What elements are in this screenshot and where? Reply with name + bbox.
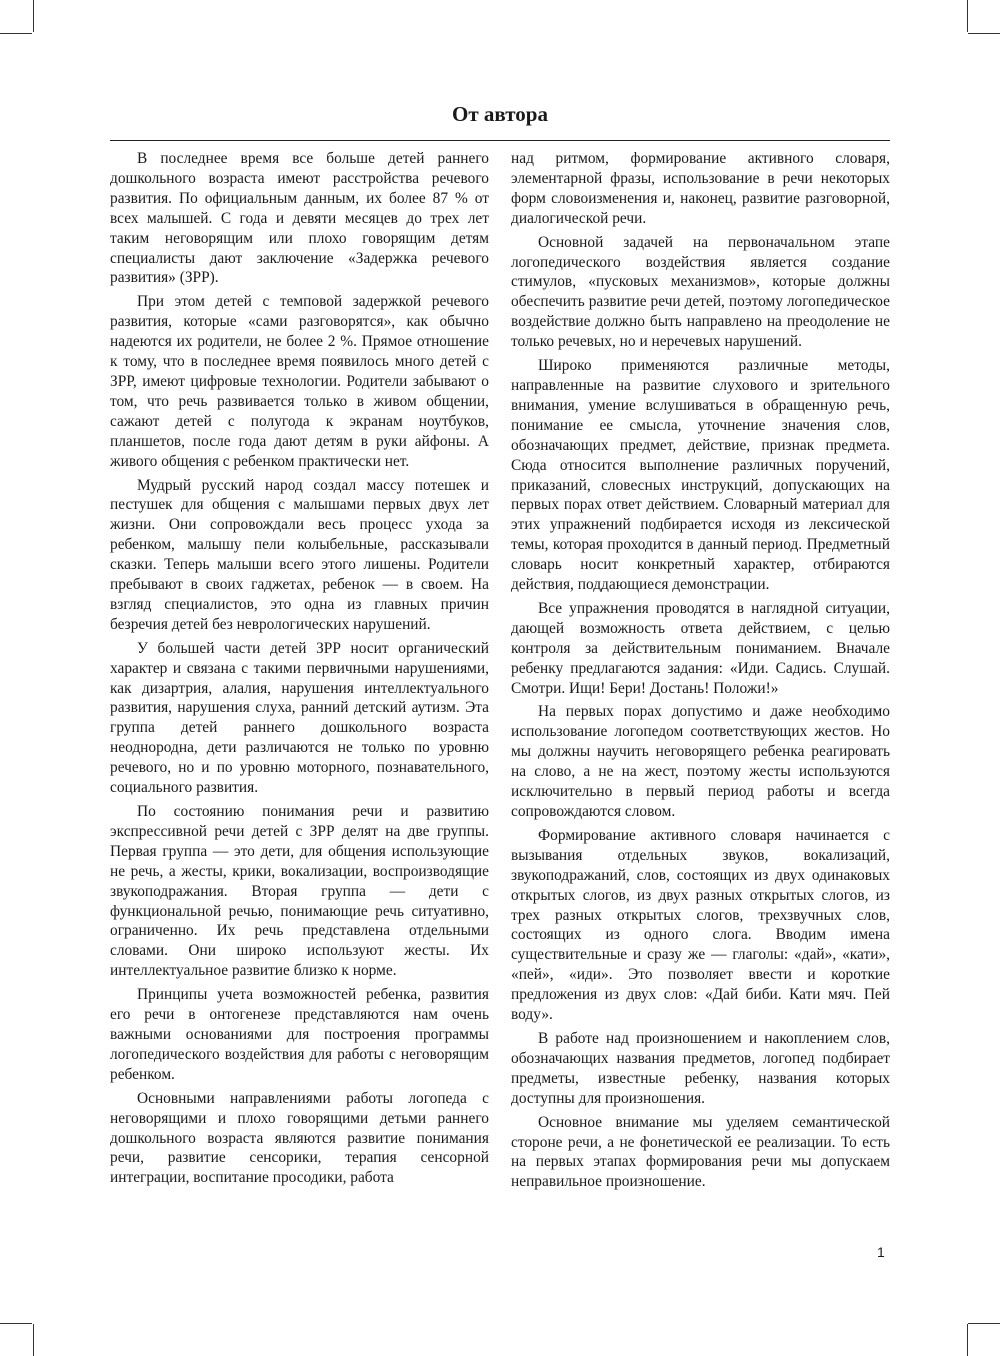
page-title: От автора — [452, 102, 548, 126]
crop-mark — [967, 0, 968, 32]
title-rule — [110, 140, 890, 141]
crop-mark — [0, 1323, 32, 1324]
paragraph-continuation: над ритмом, формирование активного словаря, элементарной фразы, использование в речи некоторых форм словоизменения и, наконец, развитие разговорной, диалогической речи. — [511, 150, 890, 227]
paragraph: При этом детей с темповой задержкой речевого развития, которые «сами разговорятся», как обычно надеются их родители, не более 2 %. Прямое отношение к тому, что в последнее время появилось много детей с ЗРР, имеют цифровые технологии. Родители забывают о том, что речь развивается только в живом общении, сажают детей с полугода к экранам ноутбуков, планшетов, после года дают детям в руки айфоны. А живого общения с ребенком практически нет. — [110, 293, 489, 470]
right-column — [511, 149, 890, 1196]
paragraph: По состоянию понимания речи и развитию экспрессивной речи детей с ЗРР делят на две группы. Первая группа — это дети, для общения использующие не речь, а жесты, крики, вокализации, воспроизводящие звукоподражания. Вторая группа — дети с функциональной речью, понимающие речь ситуативно, ограниченно. Их речь представлена отдельными словами. Они широко используют жесты. Их интеллектуальное развитие близко к норме. — [110, 803, 489, 980]
crop-mark — [967, 1324, 968, 1356]
crop-mark — [968, 33, 1000, 34]
paragraph: Все упражнения проводятся в наглядной ситуации, дающей возможность ответа действием, с целью контроля за действительным пониманием. Вначале ребенку предлагаются задания: «Иди. Садись. Слушай. Смотри. Ищи! Бери! Достань! Положи!» — [511, 599, 890, 697]
paragraph: В работе над произношением и накоплением слов, обозначающих названия предметов, логопед подбирает предметы, известные ребенку, названия которых доступны для произношения. — [511, 1029, 890, 1107]
paragraph: Широко применяются различные методы, направленные на развитие слухового и зрительного внимания, умение вслушиваться в обращенную речь, понимание ее смысла, уточнение значения слов, обозначающих предмет, действие, признак предмета. Сюда относится выполнение различных поручений, приказаний, словесных инструкций, допускающих на первых порах ответ действием. Словарный материал для этих упражнений подбирается исходя из лексической темы, которая проходится в данный период. Предметный словарь носит конкретный характер, отбираются действия, поддающиеся демонстрации. — [511, 357, 890, 594]
paragraph: Основными направлениями работы логопеда с неговорящими и плохо говорящими детьми раннего дошкольного возраста являются развитие понимания речи, развитие сенсорики, терапия сенсорной интеграции, воспитание просодики, работа — [110, 1089, 489, 1187]
left-column — [110, 149, 489, 1192]
paragraph: Формирование активного словаря начинается с вызывания отдельных звуков, вокализаций, звукоподражаний, слов, состоящих из двух одинаковых открытых слогов, из двух разных открытых слогов, из трех разных открытых слогов, трехзвучных слов, состоящих из одного слога. Вводим имена существительные и сразу же — глаголы: «дай», «кати», «пей», «иди». Это позволяет ввести и короткие предложения из двух слов: «Дай биби. Кати мяч. Пей воду». — [511, 826, 890, 1024]
crop-mark — [33, 0, 34, 32]
paragraph: На первых порах допустимо и даже необходимо использование логопедом соответствующих жестов. Но мы должны научить неговорящего ребенка реагировать на слово, а не на жест, поэтому жесты используются исключительно в первый период работы и всегда сопровождаются словом. — [511, 703, 890, 820]
crop-mark — [968, 1323, 1000, 1324]
crop-mark — [33, 1324, 34, 1356]
paragraph: Основное внимание мы уделяем семантической стороне речи, а не фонетической ее реализации. То есть на первых этапах формирования речи мы допускаем неправильное произношение. — [511, 1113, 890, 1191]
paragraph: В последнее время все больше детей раннего дошкольного возраста имеют расстройства речевого развития. По официальным данным, их более 87 % от всех малышей. С года и девяти месяцев до трех лет таким неговорящим или плохо говорящим детям специалисты дают заключение «Задержка речевого развития» (ЗРР). — [110, 150, 489, 287]
paragraph: Основной задачей на первоначальном этапе логопедического воздействия является создание стимулов, «пусковых механизмов», которые должны обеспечить развитие речи детей, поэтому логопедическое воздействие должно быть направлено на преодоление не только речевых, но и неречевых нарушений. — [511, 233, 890, 351]
paragraph: Принципы учета возможностей ребенка, развития его речи в онтогенезе представляются нам очень важными основаниями для построения программы логопедического воздействия для работы с неговорящим ребенком. — [110, 986, 489, 1083]
paragraph: У большей части детей ЗРР носит органический характер и связана с такими первичными нарушениями, как дизартрия, алалия, нарушения интеллектуального развития, нарушения слуха, ранний детский аутизм. Эта группа детей раннего дошкольного возраста неоднородна, дети различаются не только по уровню речевого, но и по уровню моторного, познавательного, социального развития. — [110, 639, 489, 797]
page-number: 1 — [877, 1244, 885, 1260]
paragraph: Мудрый русский народ создал массу потешек и пестушек для общения с малышами первых двух лет жизни. Они сопровождали весь процесс ухода за ребенком, малышу пели колыбельные, рассказывали сказки. Теперь малыши всего этого лишены. Родители пребывают в своих гаджетах, ребенок — в своем. На взгляд специалистов, это одна из главных причин безречия детей без неврологических нарушений. — [110, 476, 489, 633]
crop-mark — [0, 33, 32, 34]
